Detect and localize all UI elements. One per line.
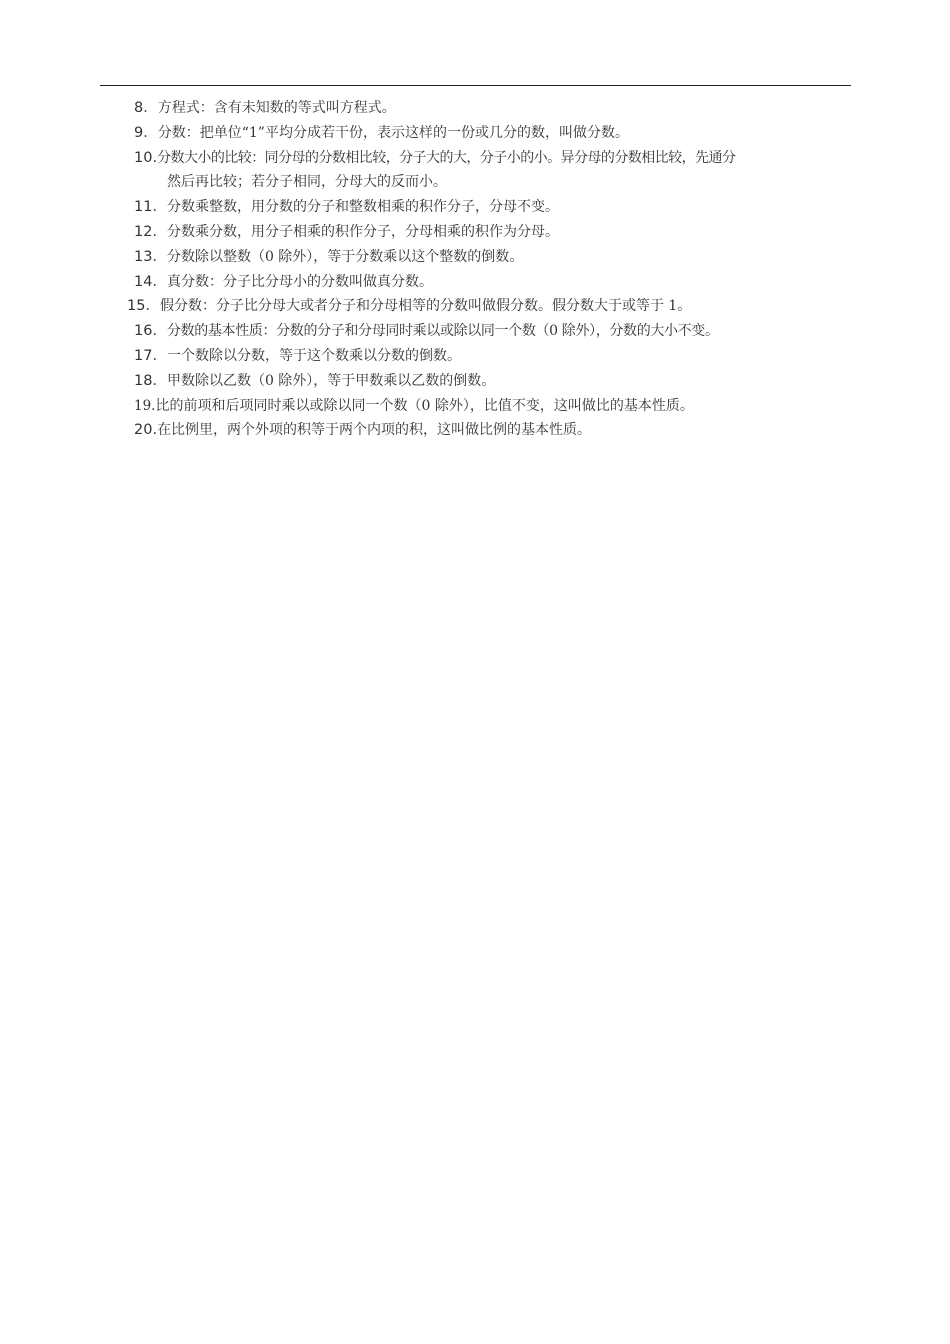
list-item	[0, 121, 950, 146]
item-text: 真分数：分子比分母小的分数叫做真分数。	[166, 273, 433, 290]
item-text: 分数乘整数，用分数的分子和整数相乘的积作分子，分母不变。	[166, 199, 559, 216]
list-item	[0, 394, 950, 419]
list-item-continuation	[0, 170, 950, 195]
item-text: 分数：把单位“1”平均分成若干份，表示这样的一份或几分的数，叫做分数。	[157, 124, 629, 141]
item-text: 分数大小的比较：同分母的分数相比较，分子大的大，分子小的小。异分母的分数相比较，先通分	[157, 149, 736, 166]
list-item	[0, 195, 950, 220]
item-number: 10.	[134, 149, 158, 166]
list-item	[0, 270, 950, 295]
list-item	[0, 344, 950, 369]
item-number: 9．	[134, 124, 158, 141]
item-number: 15．	[127, 298, 160, 315]
item-text: 方程式：含有未知数的等式叫方程式。	[157, 100, 396, 116]
list-item	[0, 369, 950, 394]
item-number: 11．	[134, 199, 167, 216]
item-text: 在比例里，两个外项的积等于两个内项的积，这叫做比例的基本性质。	[157, 422, 592, 439]
item-text: 分数的基本性质：分数的分子和分母同时乘以或除以同一个数（0 除外），分数的大小不变。	[166, 323, 719, 340]
list-item	[0, 220, 950, 245]
list-item	[0, 146, 950, 171]
list-item	[0, 418, 950, 443]
list-item	[0, 319, 950, 344]
item-text: 甲数除以乙数（0 除外），等于甲数乘以乙数的倒数。	[166, 372, 496, 389]
item-number: 13．	[134, 248, 167, 265]
item-text: 比的前项和后项同时乘以或除以同一个数（0 除外），比值不变，这叫做比的基本性质。	[155, 397, 694, 414]
list-item	[0, 245, 950, 270]
item-number: 14．	[134, 273, 167, 290]
list-item	[0, 96, 950, 121]
header-rule	[100, 85, 851, 86]
item-text: 假分数：分子比分母大或者分子和分母相等的分数叫做假分数。假分数大于或等于 1。	[159, 298, 692, 315]
item-number: 12．	[134, 223, 167, 240]
list-item	[0, 294, 950, 319]
definition-list	[0, 96, 950, 443]
item-number: 20.	[134, 422, 158, 439]
item-number: 18．	[134, 372, 167, 389]
item-number: 16．	[134, 323, 167, 340]
item-text-continuation: 然后再比较；若分子相同，分母大的反而小。	[167, 174, 447, 191]
item-number: 17．	[134, 347, 167, 364]
item-number: 19.	[134, 397, 156, 414]
item-text: 分数乘分数，用分子相乘的积作分子，分母相乘的积作为分母。	[166, 223, 559, 240]
item-text: 分数除以整数（0 除外），等于分数乘以这个整数的倒数。	[166, 248, 524, 265]
item-text: 一个数除以分数，等于这个数乘以分数的倒数。	[166, 347, 461, 364]
item-number: 8．	[134, 100, 158, 116]
